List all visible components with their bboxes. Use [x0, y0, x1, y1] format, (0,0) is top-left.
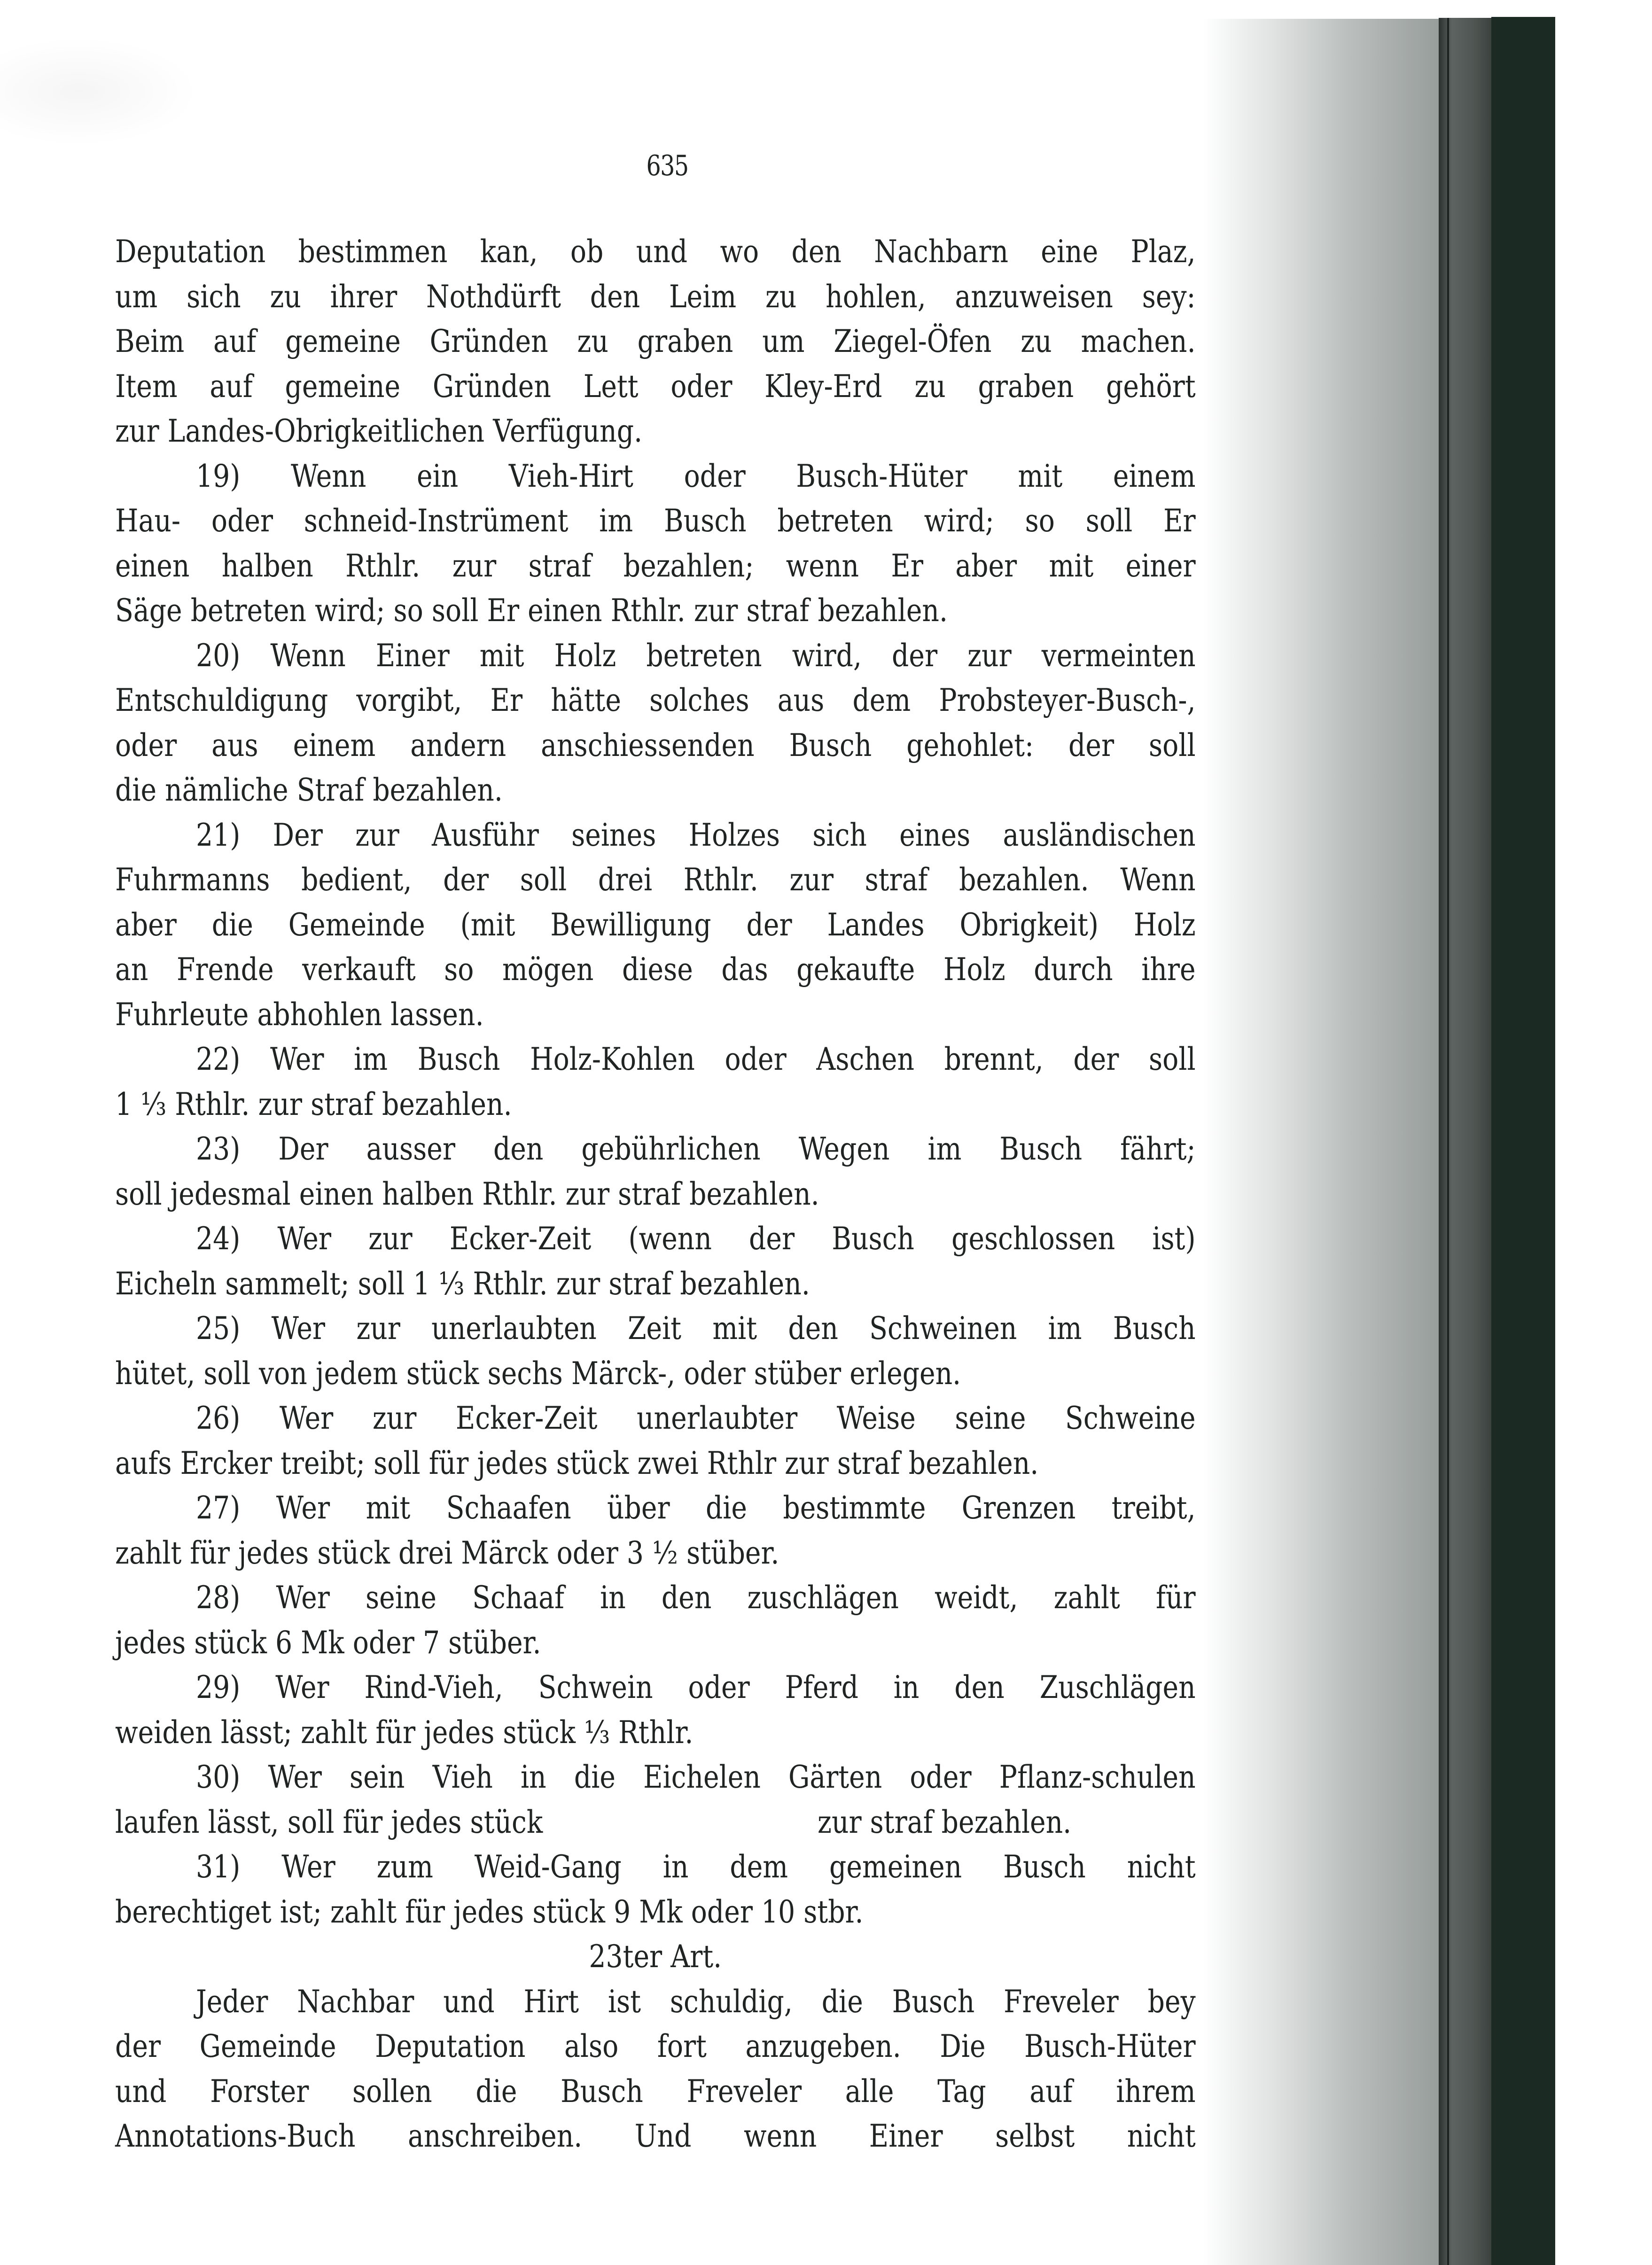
text-line: um sich zu ihrer Nothdürft den Leim zu hohlen, anzuweisen sey:: [115, 278, 1196, 315]
text-line: jedes stück 6 Mk oder 7 stüber.: [115, 1624, 541, 1661]
text-line: 20) Wenn Einer mit Holz betreten wird, der zur vermeinten: [196, 637, 1196, 674]
text-line: 29) Wer Rind-Vieh, Schwein oder Pferd in den Zuschlägen: [196, 1669, 1196, 1705]
text-line: 1 ⅓ Rthlr. zur straf bezahlen.: [115, 1086, 512, 1122]
text-line: 30) Wer sein Vieh in die Eichelen Gärten oder Pflanz-schulen: [196, 1759, 1196, 1795]
text-fragment: zur straf bezahlen.: [818, 1804, 1072, 1840]
text-line: 21) Der zur Ausführ seines Holzes sich eines ausländischen: [196, 817, 1196, 853]
book-gutter-shadow: [1203, 19, 1442, 2265]
text-line: Entschuldigung vorgibt, Er hätte solches aus dem Probsteyer-Busch-,: [115, 682, 1196, 718]
text-line: Deputation bestimmen kan, ob und wo den Nachbarn eine Plaz,: [115, 234, 1196, 270]
text-line: Jeder Nachbar und Hirt ist schuldig, die Busch Freveler bey: [196, 1983, 1196, 2020]
text-line: zur Landes-Obrigkeitlichen Verfügung.: [115, 413, 643, 449]
text-line: an Frende verkauft so mögen diese das gekaufte Holz durch ihre: [115, 951, 1196, 988]
text-line: einen halben Rthlr. zur straf bezahlen; wenn Er aber mit einer: [115, 547, 1196, 584]
text-line: Hau- oder schneid-Instrüment im Busch betreten wird; so soll Er: [115, 503, 1196, 539]
text-line: [115, 1800, 1196, 1845]
text-line: Annotations-Buch anschreiben. Und wenn Einer selbst nicht: [115, 2118, 1196, 2154]
book-spine-groove: [1447, 18, 1449, 2265]
text-line: 27) Wer mit Schaafen über die bestimmte Grenzen treibt,: [196, 1490, 1196, 1526]
text-line: 24) Wer zur Ecker-Zeit (wenn der Busch geschlossen ist): [196, 1221, 1196, 1257]
text-line: Fuhrmanns bedient, der soll drei Rthlr. zur straf bezahlen. Wenn: [115, 862, 1196, 898]
body-text: [115, 229, 1196, 2159]
text-line: Beim auf gemeine Gründen zu graben um Ziegel-Öfen zu machen.: [115, 323, 1196, 359]
text-line: berechtiget ist; zahlt für jedes stück 9 Mk oder 10 stbr.: [115, 1893, 864, 1930]
text-line: aufs Ercker treibt; soll für jedes stück zwei Rthlr zur straf bezahlen.: [115, 1445, 1039, 1481]
text-line: soll jedesmal einen halben Rthlr. zur straf bezahlen.: [115, 1175, 819, 1212]
book-spine-edge: [1491, 17, 1555, 2265]
text-line: 22) Wer im Busch Holz-Kohlen oder Aschen brennt, der soll: [196, 1041, 1196, 1077]
scan-artifact: [0, 38, 197, 146]
text-line: aber die Gemeinde (mit Bewilligung der Landes Obrigkeit) Holz: [115, 906, 1196, 943]
text-line: Fuhrleute abhohlen lassen.: [115, 996, 484, 1033]
text-line: 25) Wer zur unerlaubten Zeit mit den Schweinen im Busch: [196, 1310, 1196, 1347]
text-line: die nämliche Straf bezahlen.: [115, 772, 503, 808]
text-line: der Gemeinde Deputation also fort anzugeben. Die Busch-Hüter: [115, 2028, 1196, 2064]
book-spine-band: [1439, 18, 1491, 2265]
text-line: oder aus einem andern anschiessenden Busch gehohlet: der soll: [115, 727, 1196, 763]
text-line: 26) Wer zur Ecker-Zeit unerlaubter Weise seine Schweine: [196, 1400, 1196, 1436]
text-line: hütet, soll von jedem stück sechs Märck-, oder stüber erlegen.: [115, 1355, 961, 1392]
text-line: zahlt für jedes stück drei Märck oder 3 ½ stüber.: [115, 1534, 779, 1571]
text-line: und Forster sollen die Busch Freveler alle Tag auf ihrem: [115, 2073, 1196, 2109]
page-number: 635: [646, 149, 688, 182]
text-line: 28) Wer seine Schaaf in den zuschlägen weidt, zahlt für: [196, 1580, 1196, 1616]
text-line: Item auf gemeine Gründen Lett oder Kley-Erd zu graben gehört: [115, 368, 1196, 405]
section-heading: 23ter Art.: [589, 1938, 722, 1975]
text-line: 23) Der ausser den gebührlichen Wegen im Busch fährt;: [196, 1131, 1196, 1167]
text-fragment: laufen lässt, soll für jedes stück: [115, 1804, 543, 1840]
text-line: Eicheln sammelt; soll 1 ⅓ Rthlr. zur straf bezahlen.: [115, 1265, 810, 1302]
text-line: 19) Wenn ein Vieh-Hirt oder Busch-Hüter mit einem: [196, 458, 1196, 494]
text-line: weiden lässt; zahlt für jedes stück ⅓ Rthlr.: [115, 1714, 694, 1751]
text-line: Säge betreten wird; so soll Er einen Rthlr. zur straf bezahlen.: [115, 592, 948, 629]
text-line: 31) Wer zum Weid-Gang in dem gemeinen Busch nicht: [196, 1849, 1196, 1885]
